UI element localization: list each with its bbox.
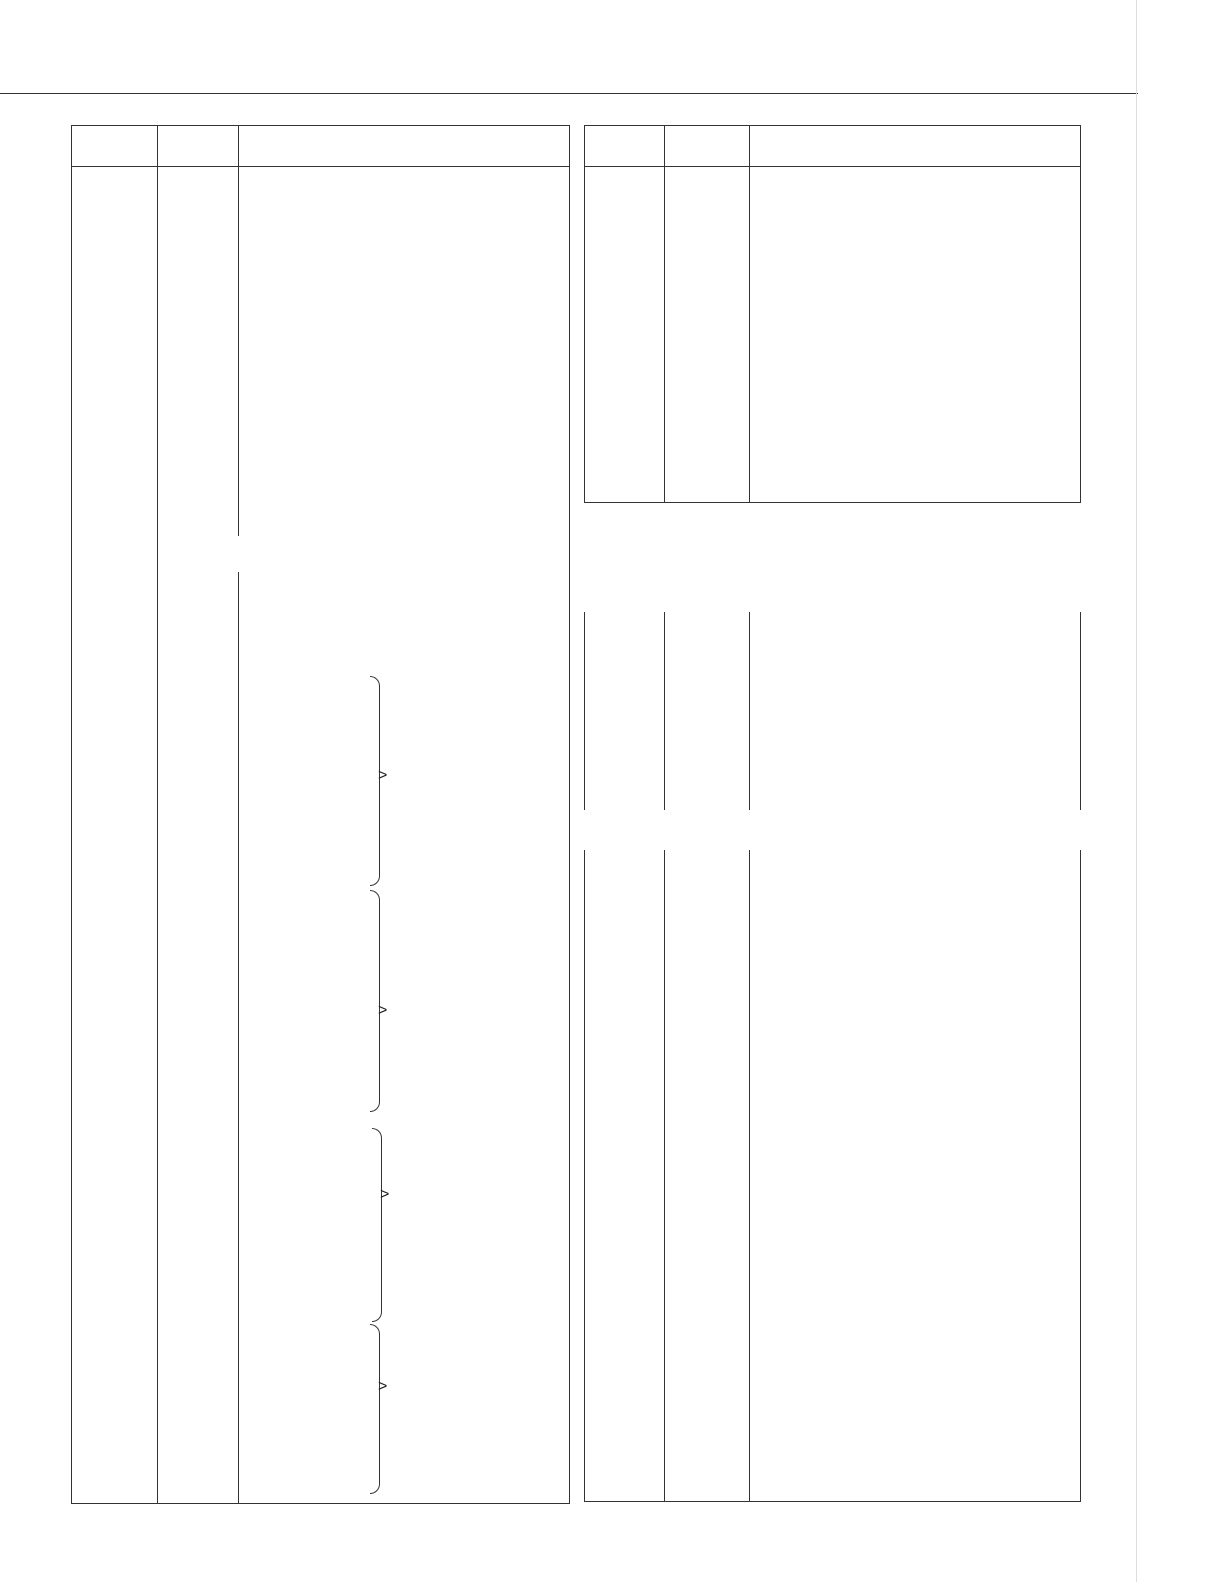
header-divider (72, 166, 569, 167)
column-divider (749, 126, 750, 502)
group-brace (372, 1128, 382, 1322)
column-divider (157, 126, 158, 1503)
group-brace (370, 1324, 380, 1494)
dial-table (584, 612, 1081, 810)
binding-margin-line (1136, 0, 1137, 1582)
header-divider (585, 166, 1080, 167)
group-brace (370, 890, 380, 1112)
header-rule (0, 93, 1138, 94)
right-parts-table (584, 125, 1081, 503)
left-parts-table (71, 125, 570, 1504)
column-divider (238, 126, 239, 1503)
rear-table (584, 850, 1081, 1502)
column-divider (664, 126, 665, 502)
